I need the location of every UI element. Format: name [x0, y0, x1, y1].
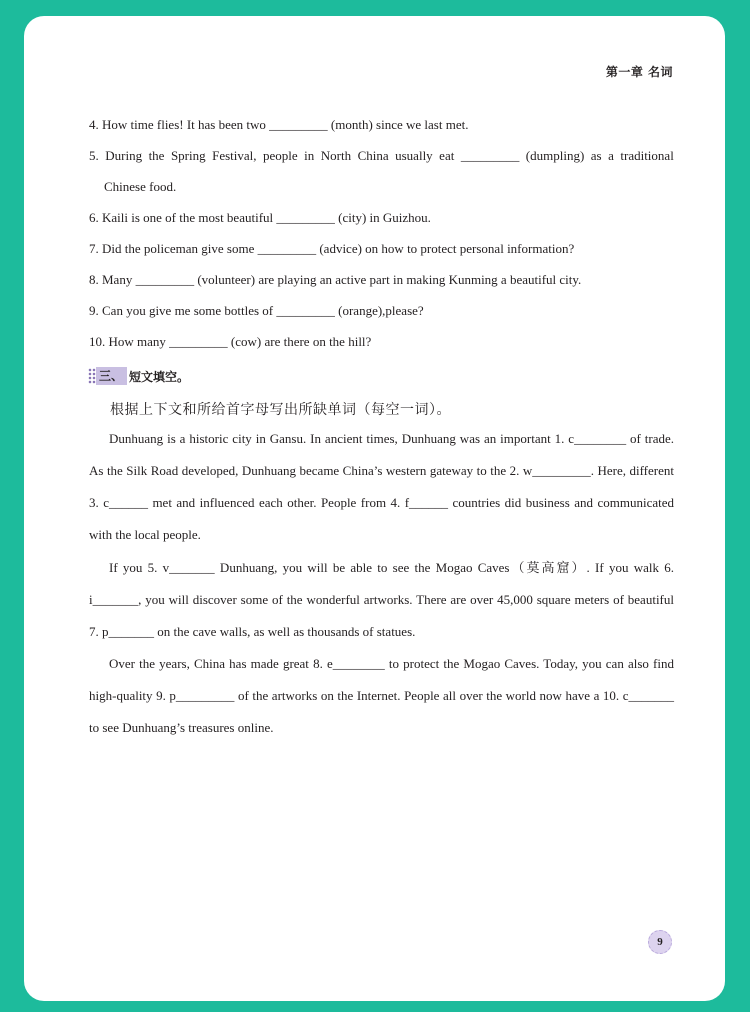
section-number: 三、 — [96, 367, 127, 385]
question-8: 8. Many _________ (volunteer) are playing an active part in making Kunming a beautiful city. — [89, 272, 582, 287]
question-10: 10. How many _________ (cow) are there on the hill? — [89, 334, 372, 349]
question-5: 5. During the Spring Festival, people in North China usually eat _________ (dumpling) as a traditional — [89, 148, 674, 163]
question-4: 4. How time flies! It has been two _________ (month) since we last met. — [89, 117, 469, 132]
passage-paragraph-1: Dunhuang is a historic city in Gansu. In ancient times, Dunhuang was an important 1. c________ of trade. As the Silk Road developed, Dunhuang became China’s western gateway to the 2. w_________. Here, different 3. c______ met and influenced each other. People from 4. f______ countries did business and communicated with the local people. — [89, 431, 674, 542]
section-instruction: 根据上下文和所给首字母写出所缺单词（每空一词）。 — [110, 402, 451, 418]
section-title: 短文填空。 — [129, 369, 190, 384]
dots-decoration-icon — [88, 368, 96, 384]
section-heading — [88, 366, 189, 386]
passage-paragraph-2: If you 5. v_______ Dunhuang, you will be able to see the Mogao Caves（莫高窟）. If you walk 6. i_______, you will discover some of the wonderful artworks. There are over 45,000 square meters of beautiful 7. p_______ on the cave walls, as well as thousands of statues. — [89, 560, 674, 639]
chapter-header: 第一章 名词 — [605, 65, 673, 79]
question-5-continuation: Chinese food. — [104, 179, 177, 194]
page-number: 9 — [648, 930, 672, 954]
question-7: 7. Did the policeman give some _________ (advice) on how to protect personal information? — [89, 241, 575, 256]
question-6: 6. Kaili is one of the most beautiful _________ (city) in Guizhou. — [89, 210, 431, 225]
question-9: 9. Can you give me some bottles of _________ (orange),please? — [89, 303, 424, 318]
workbook-page — [24, 16, 725, 1001]
passage-paragraph-3: Over the years, China has made great 8. e________ to protect the Mogao Caves. Today, you can also find high-quality 9. p_________ of the artworks on the Internet. People all over the world now have a 10. c_______ to see Dunhuang’s treasures online. — [89, 656, 674, 735]
